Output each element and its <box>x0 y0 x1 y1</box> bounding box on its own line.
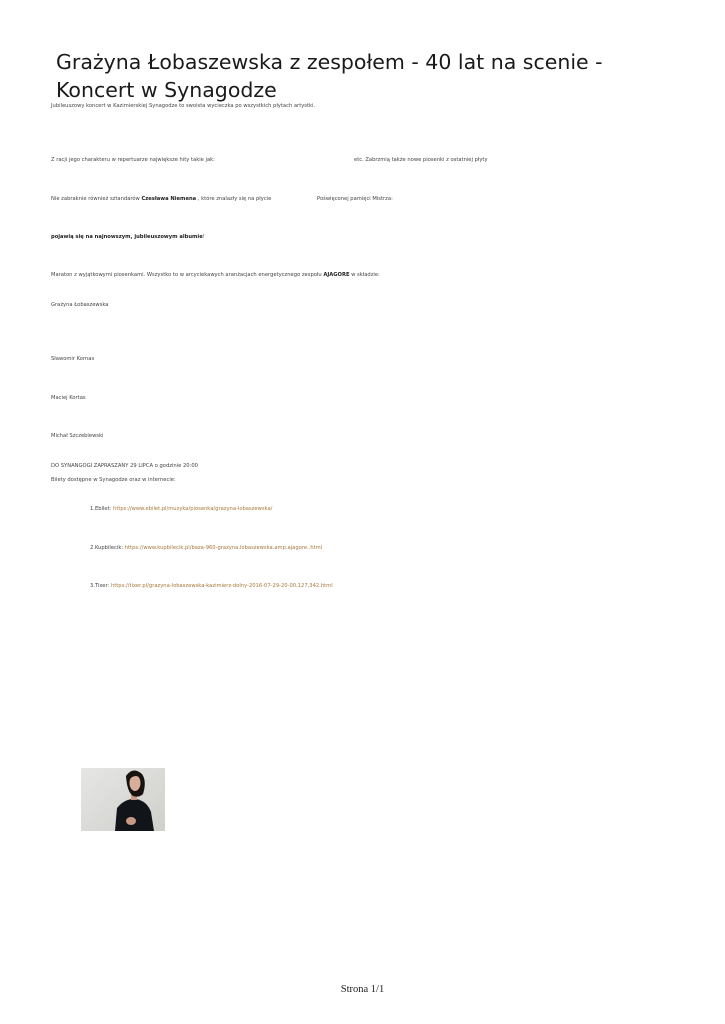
band-name: AJAGORE <box>323 272 350 278</box>
ticket-label: 3.Tixer: <box>90 583 111 589</box>
band-pre-text: Maraton z wyjątkowymi piosenkami. Wszystko to w arcyciekawych aranżacjach energetycznego zespołu <box>51 272 324 278</box>
tribute-text: Poświęconej pamięci Mistrza: <box>317 196 393 202</box>
ticket-label: 2.Kupbilecik: <box>90 545 125 551</box>
member-item: Michał Szczeblewski <box>51 433 104 439</box>
niemen-pre-text: Nie zabraknie również sztandarów <box>51 196 142 202</box>
repertoire-text: Z racji jego charakteru w repertuarze największe hity takie jak: <box>51 157 215 163</box>
band-post-text: w składzie: <box>349 272 380 278</box>
ticket-item-kupbilecik <box>90 545 322 552</box>
tickets-intro: Bilety dostępne w Synagodze oraz w internecie: <box>51 477 176 483</box>
niemen-post-text: , które znalazły się na płycie <box>196 196 272 202</box>
ticket-link-kupbilecik[interactable]: https://www.kupbilecik.pl/baza-960-grazyna.lobaszewska.amp.ajagore..html <box>124 545 323 551</box>
page-footer: Strona 1/1 <box>340 984 385 995</box>
ticket-link-tixer[interactable]: https://tixer.pl/grazyna-lobaszewska-kazimierz-dolny-2016-07-29-20-00,127,342.html <box>110 583 333 589</box>
page-title: Grażyna Łobaszewska z zespołem - 40 lat na scenie - Koncert w Synagodze <box>56 50 603 102</box>
ticket-label: 1.Ebilet: <box>90 506 114 512</box>
member-item: Maciej Kortas <box>51 395 86 401</box>
niemen-paragraph <box>51 196 271 203</box>
band-paragraph <box>51 272 380 279</box>
invite-text: DO SYNANGOGI ZAPRASZANY 29 LIPCA o godzinie 20:00 <box>51 463 198 469</box>
ticket-item-tixer <box>90 583 333 590</box>
ticket-item-ebilet <box>90 506 272 513</box>
jubilee-album-exclamation: ! <box>202 234 205 240</box>
member-item: Grażyna Łobaszewska <box>51 302 109 308</box>
new-songs-text: etc. Zabrzmią także nowe piosenki z ostatniej płyty <box>354 157 488 163</box>
jubilee-album-paragraph <box>51 234 205 241</box>
intro-text: Jubileuszowy koncert w Kazimierskiej Synagodze to swoista wycieczka po wszystkich płytach artystki. <box>51 103 316 109</box>
artist-photo <box>81 768 165 831</box>
ticket-link-ebilet[interactable]: https://www.ebilet.pl/muzyka/piosenka/grazyna-lobaszewska/ <box>113 506 273 512</box>
niemen-name: Czesława Niemena <box>141 196 197 202</box>
member-item: Sławomir Kornas <box>51 356 95 362</box>
jubilee-album-text: pojawią się na najnowszym, jubileuszowym albumie <box>51 234 203 240</box>
